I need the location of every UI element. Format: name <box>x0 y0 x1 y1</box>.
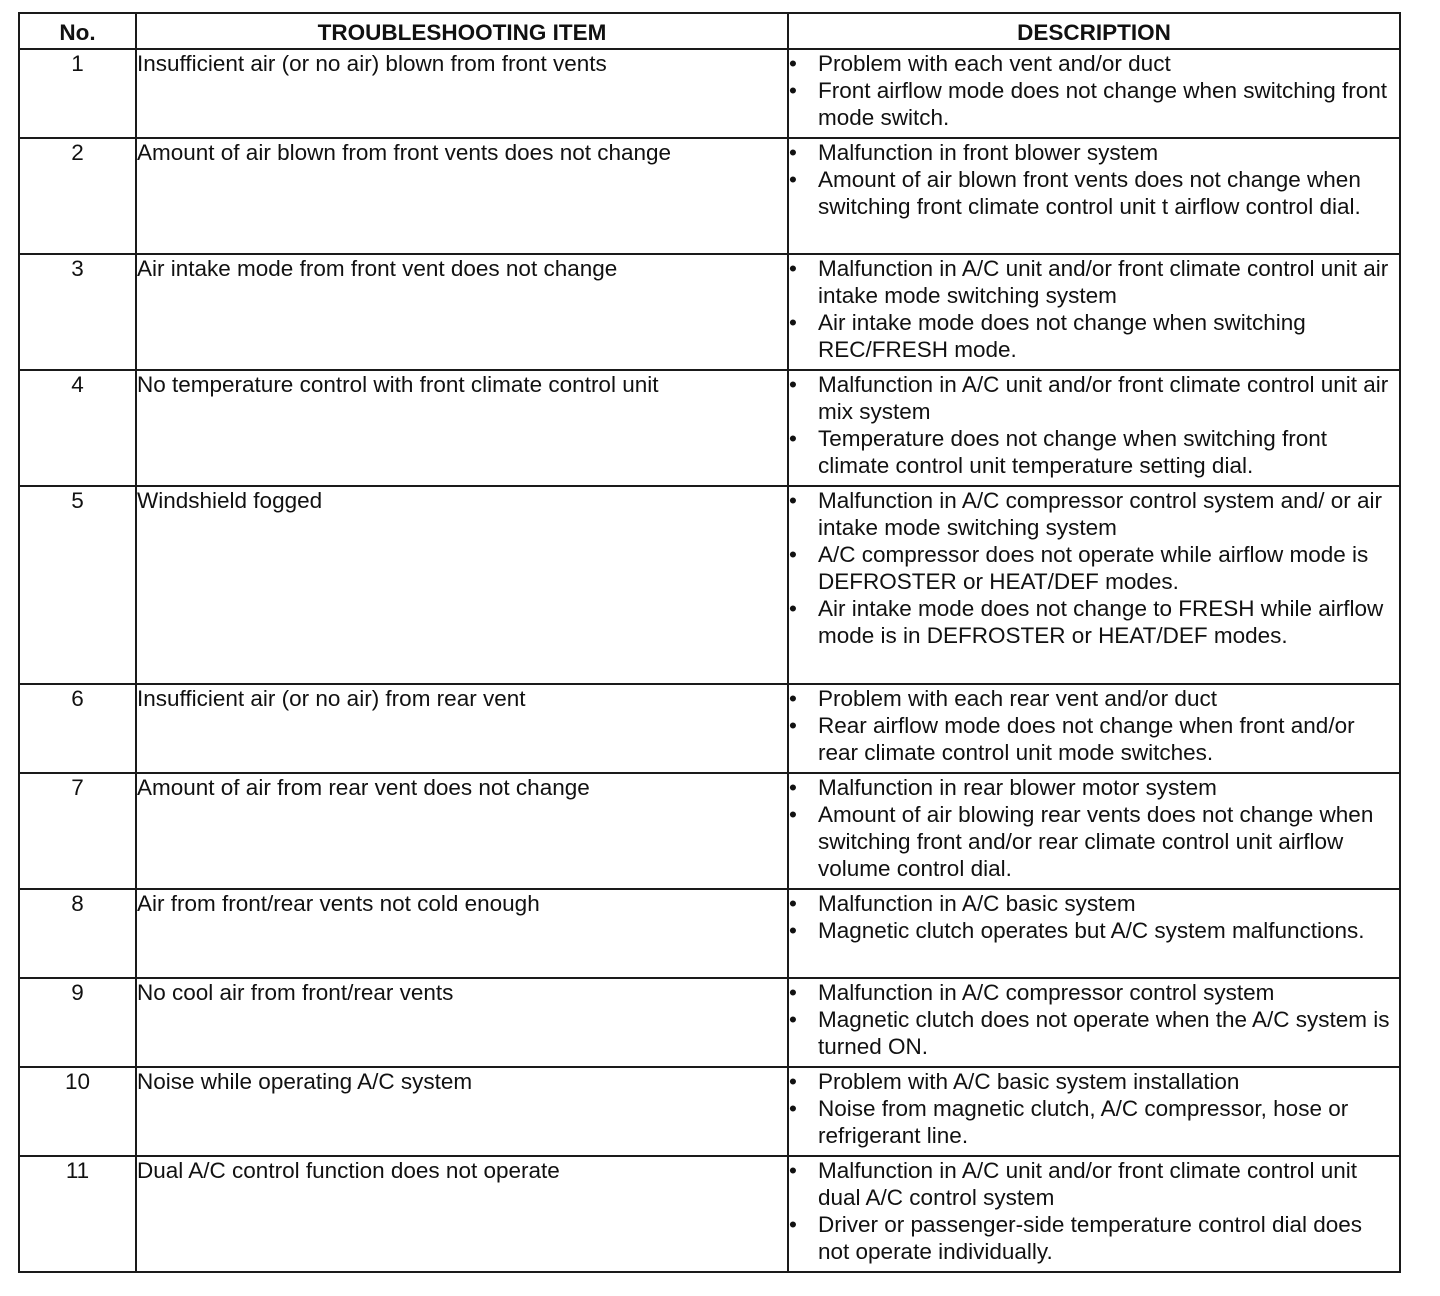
description-bullet: • Malfunction in A/C unit and/or front climate control unit air mix system <box>789 371 1399 425</box>
header-no: No. <box>19 13 136 49</box>
row-number: 8 <box>19 889 136 978</box>
troubleshooting-item: Noise while operating A/C system <box>136 1067 788 1156</box>
table-row <box>19 1067 1400 1156</box>
row-number: 7 <box>19 773 136 889</box>
troubleshooting-item: Air intake mode from front vent does not change <box>136 254 788 370</box>
description-bullet: • Amount of air blown front vents does not change when switching front climate control unit t airflow control dial. <box>789 166 1399 220</box>
description-bullet: • Rear airflow mode does not change when front and/or rear climate control unit mode switches. <box>789 712 1399 766</box>
description-bullet: • Problem with each rear vent and/or duct <box>789 685 1399 712</box>
table-row <box>19 49 1400 138</box>
description-bullet: • A/C compressor does not operate while airflow mode is DEFROSTER or HEAT/DEF modes. <box>789 541 1399 595</box>
row-number: 11 <box>19 1156 136 1272</box>
description-cell <box>788 486 1400 684</box>
description-cell <box>788 370 1400 486</box>
row-number: 10 <box>19 1067 136 1156</box>
description-cell <box>788 254 1400 370</box>
description-cell <box>788 49 1400 138</box>
description-cell <box>788 1067 1400 1156</box>
description-bullet: • Malfunction in A/C unit and/or front climate control unit air intake mode switching system <box>789 255 1399 309</box>
header-row <box>19 13 1400 49</box>
troubleshooting-item: Air from front/rear vents not cold enough <box>136 889 788 978</box>
header-troubleshooting-item: TROUBLESHOOTING ITEM <box>136 13 788 49</box>
table-row <box>19 978 1400 1067</box>
description-bullet: • Malfunction in A/C basic system <box>789 890 1399 917</box>
troubleshooting-item: Windshield fogged <box>136 486 788 684</box>
table-row <box>19 486 1400 684</box>
description-bullet: • Malfunction in front blower system <box>789 139 1399 166</box>
row-number: 2 <box>19 138 136 254</box>
troubleshooting-item: Insufficient air (or no air) from rear vent <box>136 684 788 773</box>
description-bullet: • Problem with each vent and/or duct <box>789 50 1399 77</box>
table-row <box>19 254 1400 370</box>
row-number: 1 <box>19 49 136 138</box>
description-bullet: • Air intake mode does not change to FRESH while airflow mode is in DEFROSTER or HEAT/DEF modes. <box>789 595 1399 649</box>
description-cell <box>788 773 1400 889</box>
description-bullet: • Amount of air blowing rear vents does not change when switching front and/or rear climate control unit airflow volume control dial. <box>789 801 1399 882</box>
description-bullet: • Temperature does not change when switching front climate control unit temperature setting dial. <box>789 425 1399 479</box>
description-bullet: • Malfunction in rear blower motor system <box>789 774 1399 801</box>
table-row <box>19 684 1400 773</box>
description-cell <box>788 138 1400 254</box>
troubleshooting-item: Amount of air from rear vent does not change <box>136 773 788 889</box>
header-description: DESCRIPTION <box>788 13 1400 49</box>
table-row <box>19 1156 1400 1272</box>
description-bullet: • Malfunction in A/C compressor control system <box>789 979 1399 1006</box>
table-row <box>19 889 1400 978</box>
description-cell <box>788 889 1400 978</box>
troubleshooting-item: No cool air from front/rear vents <box>136 978 788 1067</box>
description-bullet: • Magnetic clutch does not operate when the A/C system is turned ON. <box>789 1006 1399 1060</box>
table-row <box>19 370 1400 486</box>
table-row <box>19 138 1400 254</box>
description-bullet: • Noise from magnetic clutch, A/C compressor, hose or refrigerant line. <box>789 1095 1399 1149</box>
description-bullet: • Malfunction in A/C compressor control system and/ or air intake mode switching system <box>789 487 1399 541</box>
row-number: 5 <box>19 486 136 684</box>
row-number: 9 <box>19 978 136 1067</box>
description-bullet: • Driver or passenger-side temperature control dial does not operate individually. <box>789 1211 1399 1265</box>
description-cell <box>788 1156 1400 1272</box>
description-bullet: • Front airflow mode does not change when switching front mode switch. <box>789 77 1399 131</box>
troubleshooting-table <box>18 12 1401 1273</box>
row-number: 3 <box>19 254 136 370</box>
troubleshooting-item: Insufficient air (or no air) blown from front vents <box>136 49 788 138</box>
description-bullet: • Problem with A/C basic system installation <box>789 1068 1399 1095</box>
row-number: 6 <box>19 684 136 773</box>
description-bullet: • Air intake mode does not change when switching REC/FRESH mode. <box>789 309 1399 363</box>
troubleshooting-item: Dual A/C control function does not operate <box>136 1156 788 1272</box>
troubleshooting-item: Amount of air blown from front vents does not change <box>136 138 788 254</box>
description-bullet: • Malfunction in A/C unit and/or front climate control unit dual A/C control system <box>789 1157 1399 1211</box>
table-row <box>19 773 1400 889</box>
description-cell <box>788 978 1400 1067</box>
troubleshooting-item: No temperature control with front climate control unit <box>136 370 788 486</box>
description-bullet: • Magnetic clutch operates but A/C system malfunctions. <box>789 917 1399 944</box>
description-cell <box>788 684 1400 773</box>
row-number: 4 <box>19 370 136 486</box>
